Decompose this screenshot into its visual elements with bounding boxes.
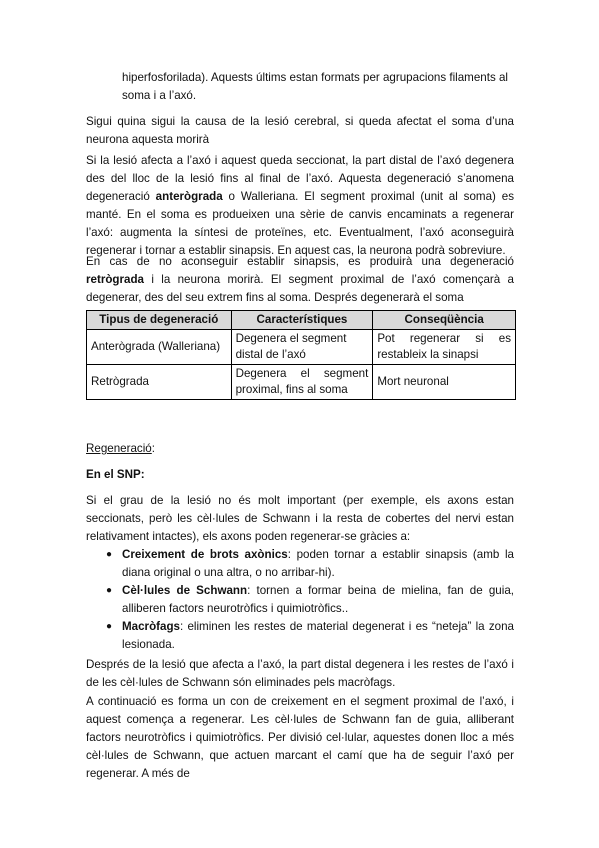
bullet-icon: ●	[106, 585, 113, 596]
text: Si la lesió afecta a l’axó i aquest queda seccionat, la part distal de l’axó degenera des del lloc de la lesió fins al final de l’axó. Aquesta degeneració s’anomena degeneració	[86, 154, 514, 203]
table-cell: Anterògrada (Walleriana)	[87, 330, 232, 365]
text: o Walleriana. El segment proximal (unit al soma) es manté. En el soma es produeixen una sèrie de canvis encaminats a regenerar l’axó: augmenta la síntesi de proteïnes, etc. Eventualment, l’axó aconseguirà regenerar i tornar a establir sinapsis. En aquest cas, la neurona podrà sobreviure.	[86, 190, 514, 257]
table-header: Tipus de degeneració	[87, 311, 232, 330]
table-header: Conseqüència	[373, 311, 516, 330]
paragraph-soma: Sigui quina sigui la causa de la lesió cerebral, si queda afectat el soma d’una neurona aquesta morirà	[86, 115, 514, 146]
snp-heading: En el SNP:	[86, 468, 145, 481]
list-text: : eliminen les restes de material degenerat i es “neteja” la zona lesionada.	[122, 620, 514, 651]
table-header: Característiques	[231, 311, 373, 330]
regeneration-heading	[86, 440, 514, 458]
list-item	[122, 582, 514, 618]
table-cell: Mort neuronal	[373, 365, 516, 400]
table-cell: Degenera el segment proximal, fins al soma	[231, 365, 373, 400]
list-text: : tornen a formar beina de mielina, fan de guia, alliberen factors neurotròfics i quimiotròfics..	[122, 584, 515, 615]
table-cell: Degenera el segment distal de l’axó	[231, 330, 373, 365]
paragraph-intro: Si el grau de la lesió no és molt important (per exemple, els axons estan seccionats, però les cèl·lules de Schwann i la resta de cobertes del nervi estan relativament intactes), els axons poden regenerar-se gràcies a:	[86, 494, 514, 543]
list-term: Cèl·lules de Schwann	[122, 584, 248, 597]
table-header-row	[87, 311, 516, 330]
heading-text: Regeneració	[86, 442, 152, 455]
paragraph-growth-cone: A continuació es forma un con de creixement en el segment proximal de l’axó, i aquest comença a regenerar. Les cèl·lules de Schwann fan de guia, alliberant factors neurotròfics i quimiotròfics. Per divisió cel·lular, aquestes donen lloc a més cèl·lules de Schwann, que actuen marcant el camí que ha de seguir l’axó per regenerar. A més de	[86, 695, 514, 780]
table-row	[87, 365, 516, 400]
list-item	[122, 546, 514, 582]
fragment-line-2: soma i a l’axó.	[122, 89, 197, 102]
bullet-icon: ●	[106, 549, 113, 560]
text: i la neurona morirà. El segment proximal de l’axó començarà a degenerar, des del seu extrem fins al soma. Després degenerarà el soma	[86, 273, 514, 304]
paragraph-anterograde	[86, 152, 514, 260]
text: En cas de no aconseguir establir sinapsis, es produirà una degeneració	[86, 255, 514, 268]
term-anterograda: anterògrada	[155, 190, 223, 203]
heading-colon: :	[151, 442, 155, 455]
table-row	[87, 330, 516, 365]
paragraph-retrograde	[86, 253, 514, 307]
paragraph-after-lesion: Després de la lesió que afecta a l’axó, la part distal degenera i les restes de l’axó i de les cèl·lules de Schwann són eliminades pels macròfags.	[86, 658, 514, 689]
bullet-icon: ●	[106, 621, 113, 632]
list-text: : poden tornar a establir sinapsis (amb la diana original o una altra, o no arribar-hi).	[122, 548, 514, 579]
list-term: Macròfags	[122, 620, 180, 633]
list-term: Creixement de brots axònics	[122, 548, 288, 561]
table-cell: Pot regenerar si es restableix la sinapsi	[373, 330, 516, 365]
list-item	[122, 618, 514, 654]
degeneration-table	[86, 310, 516, 400]
term-retrograda: retrògrada	[86, 273, 144, 286]
fragment-line-1: hiperfosforilada). Aquests últims estan formats per agrupacions filaments al	[122, 71, 509, 84]
table-cell: Retrògrada	[87, 365, 232, 400]
